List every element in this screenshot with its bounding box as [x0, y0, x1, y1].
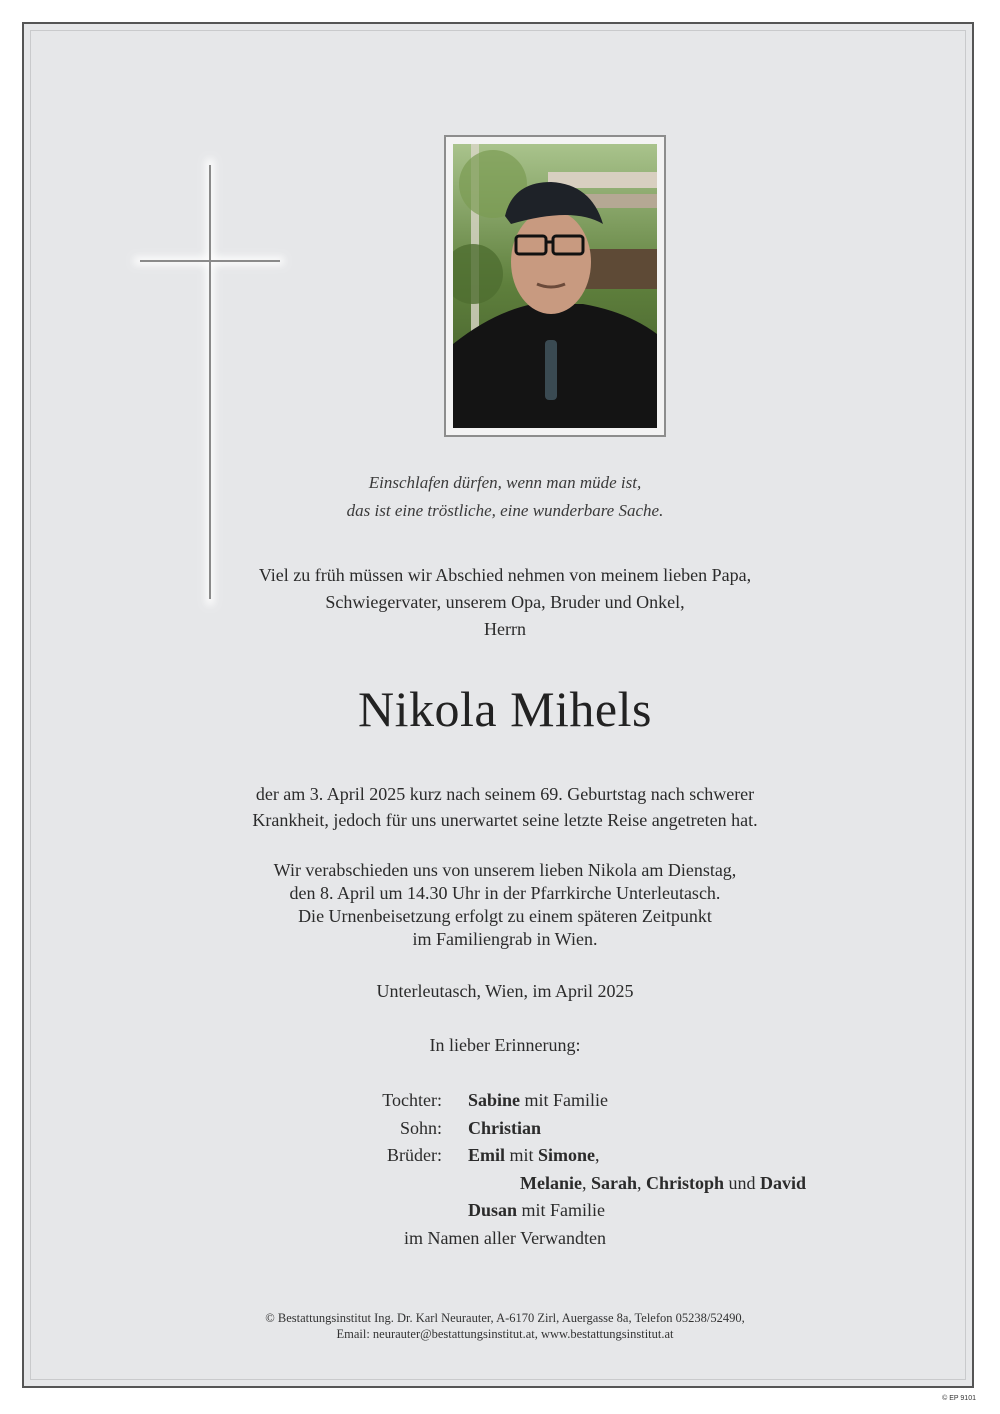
service-line: Wir verabschieden uns von unserem lieben Nikola am Dienstag, — [273, 860, 737, 880]
child-name: Melanie — [520, 1172, 582, 1193]
relation-label: Brüder: — [387, 1145, 442, 1165]
connector-text: und — [724, 1172, 761, 1193]
intro-line: Schwiegervater, unserem Opa, Bruder und Onkel, — [325, 592, 685, 612]
child-name: Christoph — [646, 1172, 725, 1193]
connector-text: , — [637, 1172, 646, 1193]
corner-code: © EP 9101 — [942, 1395, 976, 1402]
service-line: im Familiengrab in Wien. — [412, 929, 598, 949]
quote-line: Einschlafen dürfen, wenn man müde ist, — [368, 473, 642, 492]
service-details — [31, 859, 979, 951]
portrait-frame — [444, 135, 666, 437]
relation-names — [468, 1115, 541, 1143]
daughter-name: Sabine — [468, 1090, 521, 1110]
portrait-photo — [453, 144, 657, 428]
footer-line: Email: neurauter@bestattungsinstitut.at, www.bestattungsinstitut.at — [336, 1327, 674, 1341]
child-name: David — [760, 1172, 807, 1193]
relation-names — [468, 1197, 605, 1225]
child-name: Sarah — [590, 1172, 637, 1193]
connector-text: mit Familie — [517, 1200, 606, 1220]
intro-line: Viel zu früh müssen wir Abschied nehmen von meinem lieben Papa, — [258, 565, 752, 585]
cross-icon — [126, 151, 296, 621]
brother-name: Dusan — [468, 1200, 518, 1220]
relation-label: Tochter: — [382, 1090, 442, 1110]
place-date: Unterleutasch, Wien, im April 2025 — [376, 981, 634, 1001]
partner-name: Simone — [538, 1145, 596, 1165]
family-row-brothers — [31, 1142, 979, 1170]
memory-line: In lieber Erinnerung: — [429, 1035, 581, 1055]
intro-text — [31, 562, 979, 643]
relation-names — [468, 1087, 608, 1115]
family-row-son — [31, 1115, 979, 1143]
quote — [31, 469, 979, 525]
intro-line: Herrn — [484, 619, 526, 639]
family-row-children — [31, 1170, 979, 1198]
deceased-name: Nikola Mihels — [358, 681, 652, 737]
children-names — [520, 1170, 806, 1198]
family-row-closing — [31, 1225, 979, 1253]
relation-label: Sohn: — [399, 1117, 442, 1138]
death-notice — [31, 781, 979, 833]
connector-text: , — [581, 1172, 591, 1193]
relation-names — [468, 1142, 600, 1170]
daughter-suffix: mit Familie — [520, 1090, 609, 1110]
death-notice-line: der am 3. April 2025 kurz nach seinem 69. Geburtstag nach schwerer — [255, 784, 755, 804]
footer-line: © Bestattungsinstitut Ing. Dr. Karl Neurauter, A-6170 Zirl, Auergasse 8a, Telefon 05238/52490, — [265, 1311, 745, 1325]
son-name: Christian — [468, 1117, 542, 1138]
card-inner-frame — [30, 30, 966, 1380]
quote-line: das ist eine tröstliche, eine wunderbare Sache. — [346, 501, 664, 520]
connector-text: mit — [505, 1145, 539, 1165]
footer — [31, 1310, 979, 1342]
brother-name: Emil — [468, 1145, 506, 1165]
service-line: Die Urnenbeisetzung erfolgt zu einem späteren Zeitpunkt — [298, 906, 712, 926]
card-outer-frame — [22, 22, 974, 1388]
family-list — [31, 1087, 979, 1252]
connector-text: , — [595, 1145, 600, 1165]
family-row-daughter — [31, 1087, 979, 1115]
service-line: den 8. April um 14.30 Uhr in der Pfarrkirche Unterleutasch. — [289, 883, 721, 903]
death-notice-line: Krankheit, jedoch für uns unerwartet seine letzte Reise angetreten hat. — [252, 810, 758, 830]
family-closing: im Namen aller Verwandten — [403, 1227, 607, 1248]
family-row-brother2 — [31, 1197, 979, 1225]
